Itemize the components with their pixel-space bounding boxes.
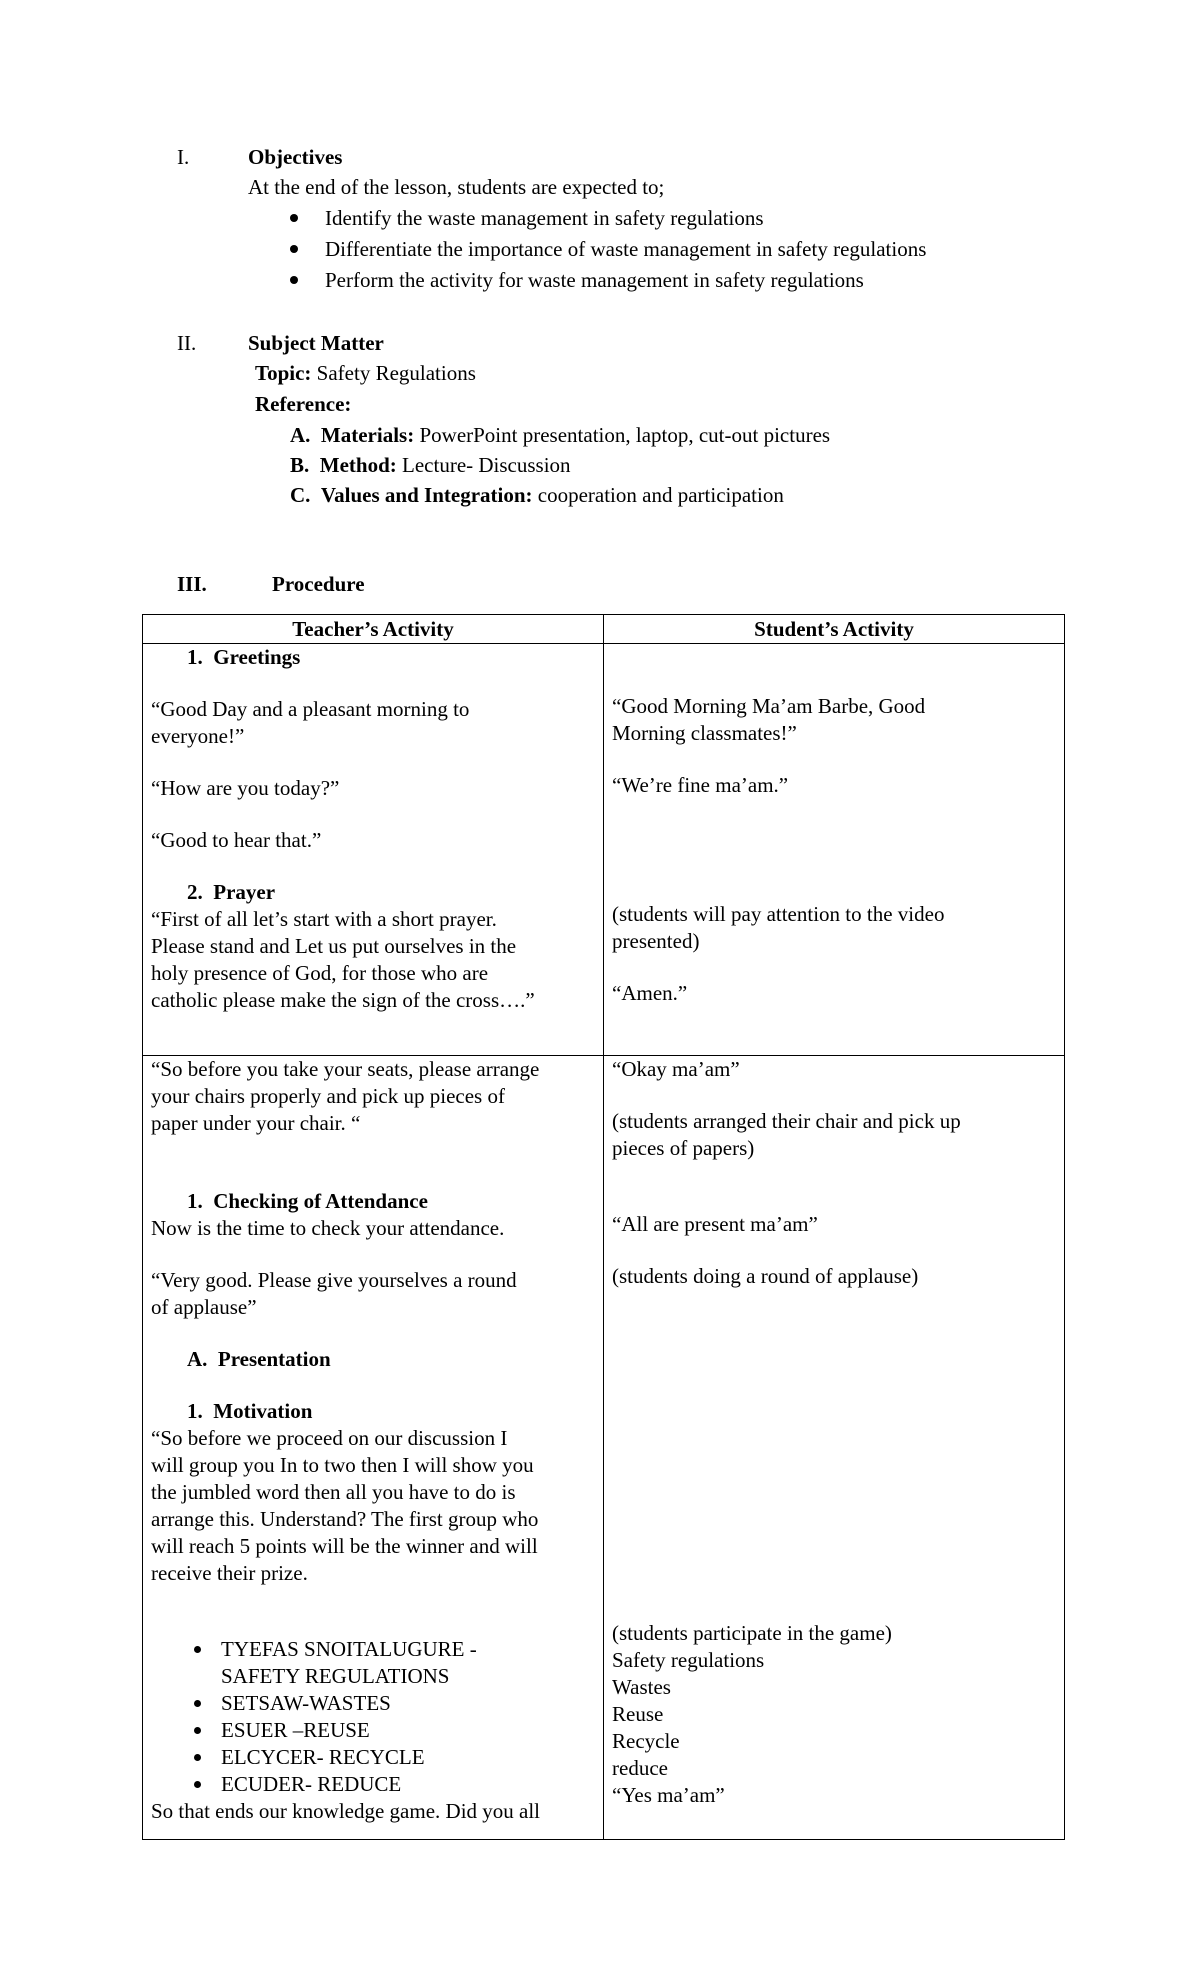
materials-value: PowerPoint presentation, laptop, cut-out pictures	[419, 423, 831, 447]
student-activity-header: Student’s Activity	[604, 615, 1065, 644]
procedure-table	[142, 614, 1065, 1840]
list-item: TYEFAS SNOITALUGURE -	[151, 1636, 595, 1663]
objectives-intro: At the end of the lesson, students are expected to;	[248, 175, 665, 199]
teacher-text: “First of all let’s start with a short prayer.	[151, 907, 497, 931]
teacher-text: “So before we proceed on our discussion I	[151, 1426, 508, 1450]
topic-label: Topic:	[255, 361, 312, 385]
student-text: (students will pay attention to the video	[612, 902, 945, 926]
list-item: ECUDER- REDUCE	[151, 1771, 595, 1798]
section-title-subject-matter: Subject Matter	[248, 331, 384, 355]
teacher-text: will group you In to two then I will show you	[151, 1453, 534, 1477]
list-item	[151, 1663, 595, 1690]
student-text: (students participate in the game)	[612, 1621, 892, 1645]
method-letter: B.	[290, 453, 310, 477]
student-text: Morning classmates!”	[612, 721, 797, 745]
teacher-text: So that ends our knowledge game. Did you all	[151, 1799, 541, 1823]
bullet-icon	[290, 214, 298, 222]
student-text: Wastes	[612, 1675, 671, 1699]
values-value: cooperation and participation	[537, 483, 784, 507]
student-text: “Okay ma’am”	[612, 1057, 740, 1081]
values-label: Values and Integration:	[320, 483, 533, 507]
student-text: “All are present ma’am”	[612, 1212, 818, 1236]
list-item: ESUER –REUSE	[151, 1717, 595, 1744]
student-text: (students doing a round of applause)	[612, 1264, 919, 1288]
student-cell	[604, 1056, 1065, 1840]
student-text: presented)	[612, 929, 700, 953]
teacher-text: everyone!”	[151, 724, 245, 748]
teacher-text: receive their prize.	[151, 1561, 308, 1585]
teacher-text: of applause”	[151, 1295, 257, 1319]
list-item: ELCYCER- RECYCLE	[151, 1744, 595, 1771]
attendance-heading: 1. Checking of Attendance	[187, 1189, 428, 1213]
motivation-heading: 1. Motivation	[187, 1399, 313, 1423]
section-title-procedure: Procedure	[272, 572, 365, 596]
student-text: (students arranged their chair and pick up	[612, 1109, 961, 1133]
values-line	[290, 481, 784, 510]
teacher-text: catholic please make the sign of the cross….”	[151, 988, 535, 1012]
teacher-text: “Good to hear that.”	[151, 828, 322, 852]
method-line	[290, 451, 571, 480]
jumbled-words-list	[151, 1636, 595, 1798]
teacher-text: “How are you today?”	[151, 776, 340, 800]
student-cell	[604, 644, 1065, 1056]
materials-letter: A.	[290, 423, 311, 447]
materials-label: Materials:	[320, 423, 415, 447]
teacher-text: “So before you take your seats, please arrange	[151, 1057, 540, 1081]
teacher-text: will reach 5 points will be the winner and will	[151, 1534, 538, 1558]
section-title-objectives: Objectives	[248, 145, 343, 169]
student-text: Safety regulations	[612, 1648, 765, 1672]
objective-item: Differentiate the importance of waste management in safety regulations	[325, 237, 927, 261]
table-row	[143, 644, 1065, 1056]
teacher-text: “Very good. Please give yourselves a round	[151, 1268, 517, 1292]
values-letter: C.	[290, 483, 311, 507]
reference-label: Reference:	[255, 392, 352, 416]
teacher-text: Please stand and Let us put ourselves in the	[151, 934, 517, 958]
bullet-icon	[290, 276, 298, 284]
teacher-text: your chairs properly and pick up pieces of	[151, 1084, 505, 1108]
teacher-text: holy presence of God, for those who are	[151, 961, 489, 985]
objective-item: Identify the waste management in safety regulations	[325, 206, 764, 230]
teacher-text: arrange this. Understand? The first group who	[151, 1507, 539, 1531]
section-numeral-procedure: III.	[177, 572, 207, 596]
method-label: Method:	[319, 453, 397, 477]
presentation-heading: A. Presentation	[187, 1347, 331, 1371]
topic-value: Safety Regulations	[316, 361, 476, 385]
teacher-cell	[143, 644, 604, 1056]
topic-line	[255, 359, 476, 388]
student-text: “Yes ma’am”	[612, 1783, 725, 1807]
teacher-activity-header: Teacher’s Activity	[143, 615, 604, 644]
student-text: “We’re fine ma’am.”	[612, 773, 789, 797]
teacher-text: paper under your chair. “	[151, 1111, 361, 1135]
section-numeral-subject-matter: II.	[177, 331, 197, 355]
materials-line	[290, 421, 830, 450]
list-item: SETSAW-WASTES	[151, 1690, 595, 1717]
student-text: Recycle	[612, 1729, 680, 1753]
bullet-icon	[290, 245, 298, 253]
prayer-heading: 2. Prayer	[187, 880, 276, 904]
objective-item: Perform the activity for waste management in safety regulations	[325, 268, 864, 292]
student-text: “Good Morning Ma’am Barbe, Good	[612, 694, 926, 718]
student-text: reduce	[612, 1756, 668, 1780]
table-header-row	[143, 615, 1065, 644]
teacher-text: “Good Day and a pleasant morning to	[151, 697, 470, 721]
student-text: “Amen.”	[612, 981, 688, 1005]
student-text: pieces of papers)	[612, 1136, 755, 1160]
teacher-cell	[143, 1056, 604, 1840]
greetings-heading: 1. Greetings	[187, 645, 301, 669]
table-row	[143, 1056, 1065, 1840]
section-numeral-objectives: I.	[177, 145, 190, 169]
method-value: Lecture- Discussion	[402, 453, 571, 477]
list-item-continuation: SAFETY REGULATIONS	[221, 1664, 450, 1688]
student-text: Reuse	[612, 1702, 664, 1726]
teacher-text: Now is the time to check your attendance.	[151, 1216, 505, 1240]
teacher-text: the jumbled word then all you have to do is	[151, 1480, 516, 1504]
